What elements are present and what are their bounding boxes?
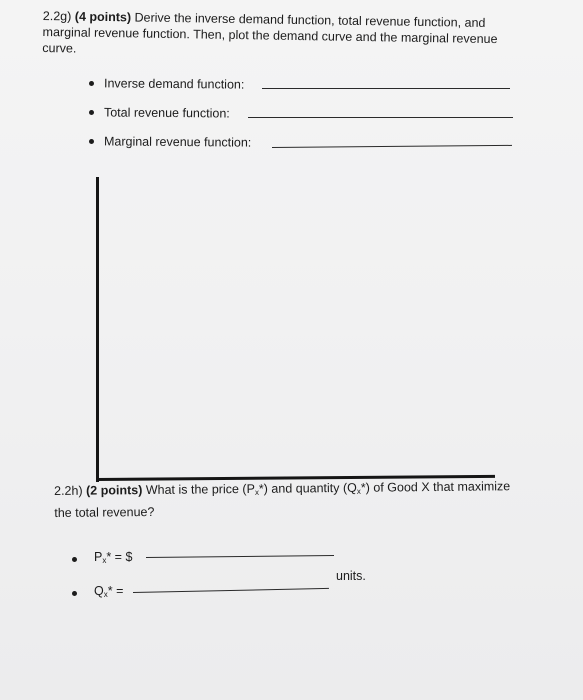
quantity-answer-label — [94, 584, 123, 599]
bullet-icon — [72, 557, 77, 562]
question-text: Derive the inverse demand function, total revenue function, and marginal revenue function. Then, plot the demand curve and the marginal revenue curve. — [42, 10, 498, 56]
inverse-demand-answer-line[interactable] — [262, 88, 510, 89]
price-symbol: P — [94, 550, 103, 564]
quantity-suffix: * = — [107, 584, 124, 598]
graph-y-axis — [96, 177, 99, 482]
subscript: x — [356, 486, 361, 496]
question-2-2g — [42, 8, 533, 64]
total-revenue-label: Total revenue function: — [103, 105, 230, 121]
price-suffix: * = $ — [106, 550, 133, 564]
units-label: units. — [336, 569, 366, 583]
question-text-part: *) of Good X that maximize the total revenue? — [54, 479, 511, 520]
question-text-part: *) and quantity (Q — [258, 480, 357, 496]
question-points: (4 points) — [74, 9, 132, 25]
total-revenue-answer-line[interactable] — [248, 117, 513, 118]
price-answer-line[interactable] — [146, 555, 334, 558]
quantity-answer-line[interactable] — [133, 588, 329, 593]
subscript: x — [103, 590, 108, 599]
subscript: x — [254, 487, 259, 497]
bullet-icon — [89, 110, 94, 115]
question-2-2h — [54, 477, 524, 523]
bullet-icon — [89, 81, 94, 86]
bullet-icon — [72, 591, 77, 596]
marginal-revenue-answer-line[interactable] — [272, 145, 512, 148]
question-points: (2 points) — [86, 483, 143, 498]
inverse-demand-label: Inverse demand function: — [103, 76, 245, 92]
question-number: 2.2h) — [54, 483, 83, 498]
question-number: 2.2g) — [42, 8, 72, 24]
question-text-part: What is the price (P — [145, 481, 255, 498]
price-answer-label — [94, 550, 132, 565]
marginal-revenue-label: Marginal revenue function: — [103, 134, 252, 150]
quantity-symbol: Q — [94, 584, 104, 598]
subscript: x — [102, 556, 107, 565]
bullet-icon — [89, 139, 94, 144]
